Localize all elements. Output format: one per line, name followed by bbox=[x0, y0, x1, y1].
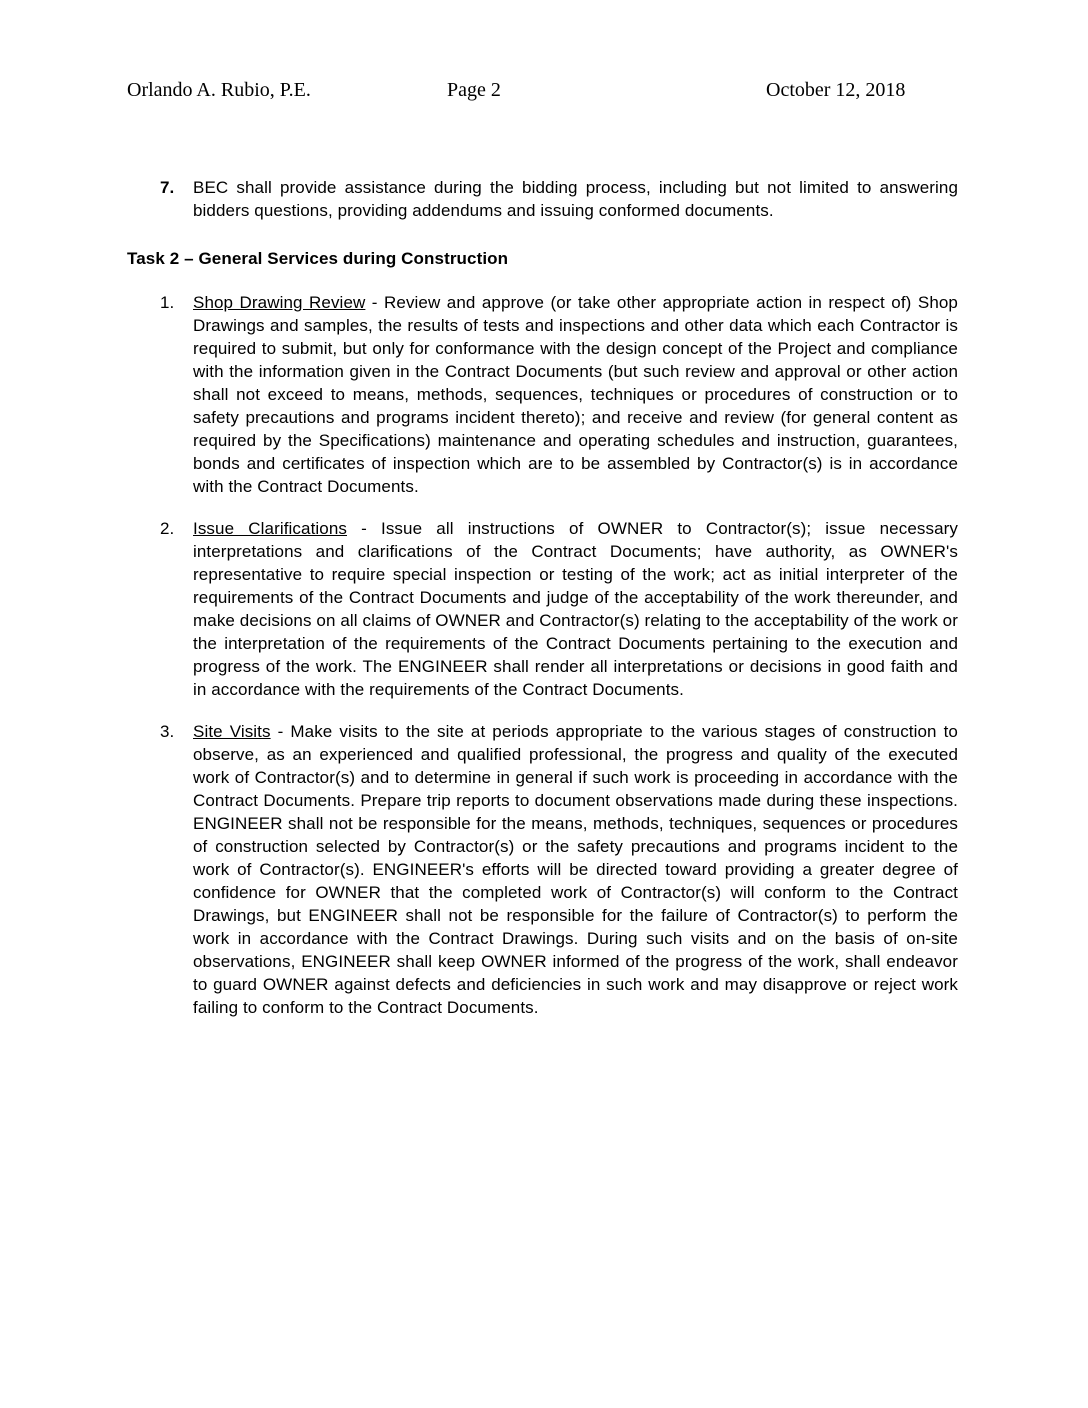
section-heading-task2: Task 2 – General Services during Construction bbox=[127, 249, 509, 268]
task2-item-1 bbox=[127, 291, 958, 498]
task2-item-2-body: - Issue all instructions of OWNER to Contractor(s); issue necessary interpretations and clarifications of the Contract Documents; have authority, as OWNER's representative to require special inspection or testing of the work; act as initial interpreter of the requirements of the Contract Documents and judge of the acceptability of the work thereunder, and make decisions on all claims of OWNER and Contractor(s) relating to the acceptability of the work or the interpretation of the requirements of the Contract Documents pertaining to the execution and progress of the work. The ENGINEER shall render all interpretations or decisions in good faith and in accordance with the requirements of the Contract Documents. bbox=[193, 519, 958, 699]
task2-item-3-title: Site Visits bbox=[193, 722, 271, 741]
task2-item-3-text bbox=[193, 720, 958, 1019]
task2-item-2-number: 2. bbox=[160, 519, 175, 538]
task2-item-2-title: Issue Clarifications bbox=[193, 519, 347, 538]
task2-item-1-body: - Review and approve (or take other appropriate action in respect of) Shop Drawings and samples, the results of tests and inspections and other data which each Contractor is required to submit, but only for conformance with the design concept of the Project and compliance with the information given in the Contract Documents (but such review and approval or other action shall not exceed to means, methods, sequences, techniques or procedures of construction or to safety precautions and programs incident thereto); and receive and review (for general content as required by the Specifications) maintenance and operating schedules and instruction, guarantees, bonds and certificates of inspection which are to be assembled by Contractor(s) is in accordance with the Contract Documents. bbox=[193, 293, 958, 496]
task2-item-1-number: 1. bbox=[160, 293, 175, 312]
page-header bbox=[0, 78, 1088, 104]
task2-item-3-body: - Make visits to the site at periods appropriate to the various stages of construction to observe, as an experienced and qualified professional, the progress and quality of the executed work of Contractor(s) and to determine in general if such work is proceeding in accordance with the Contract Documents. Prepare trip reports to document observations made during these inspections. ENGINEER shall not be responsible for the means, methods, techniques, sequences or procedures of construction selected by Contractor(s) or the safety precautions and programs incident to the work of Contractor(s). ENGINEER's efforts will be directed toward providing a greater degree of confidence for OWNER that the completed work of Contractor(s) will conform to the Contract Drawings, but ENGINEER shall not be responsible for the failure of Contractor(s) to perform the work in accordance with the Contract Drawings. During such visits and on the basis of on-site observations, ENGINEER shall keep OWNER informed of the progress of the work, shall endeavor to guard OWNER against defects and deficiencies in such work and may disapprove or reject work failing to conform to the Contract Documents. bbox=[193, 722, 958, 1017]
item-7-text: BEC shall provide assistance during the bidding process, including but not limited to answering bidders questions, providing addendums and issuing conformed documents. bbox=[193, 178, 958, 220]
header-author: Orlando A. Rubio, P.E. bbox=[127, 79, 311, 101]
item-7-number: 7. bbox=[160, 178, 175, 197]
task2-item-3 bbox=[127, 720, 958, 1019]
task2-item-1-text bbox=[193, 291, 958, 498]
task2-item-3-number: 3. bbox=[160, 722, 175, 741]
task2-item-1-title: Shop Drawing Review bbox=[193, 293, 366, 312]
document-body bbox=[127, 176, 958, 1038]
header-page-number: Page 2 bbox=[447, 79, 501, 101]
task2-item-2 bbox=[127, 517, 958, 701]
header-date: October 12, 2018 bbox=[766, 79, 906, 101]
list-item-7 bbox=[127, 176, 958, 222]
task2-item-2-text bbox=[193, 517, 958, 701]
